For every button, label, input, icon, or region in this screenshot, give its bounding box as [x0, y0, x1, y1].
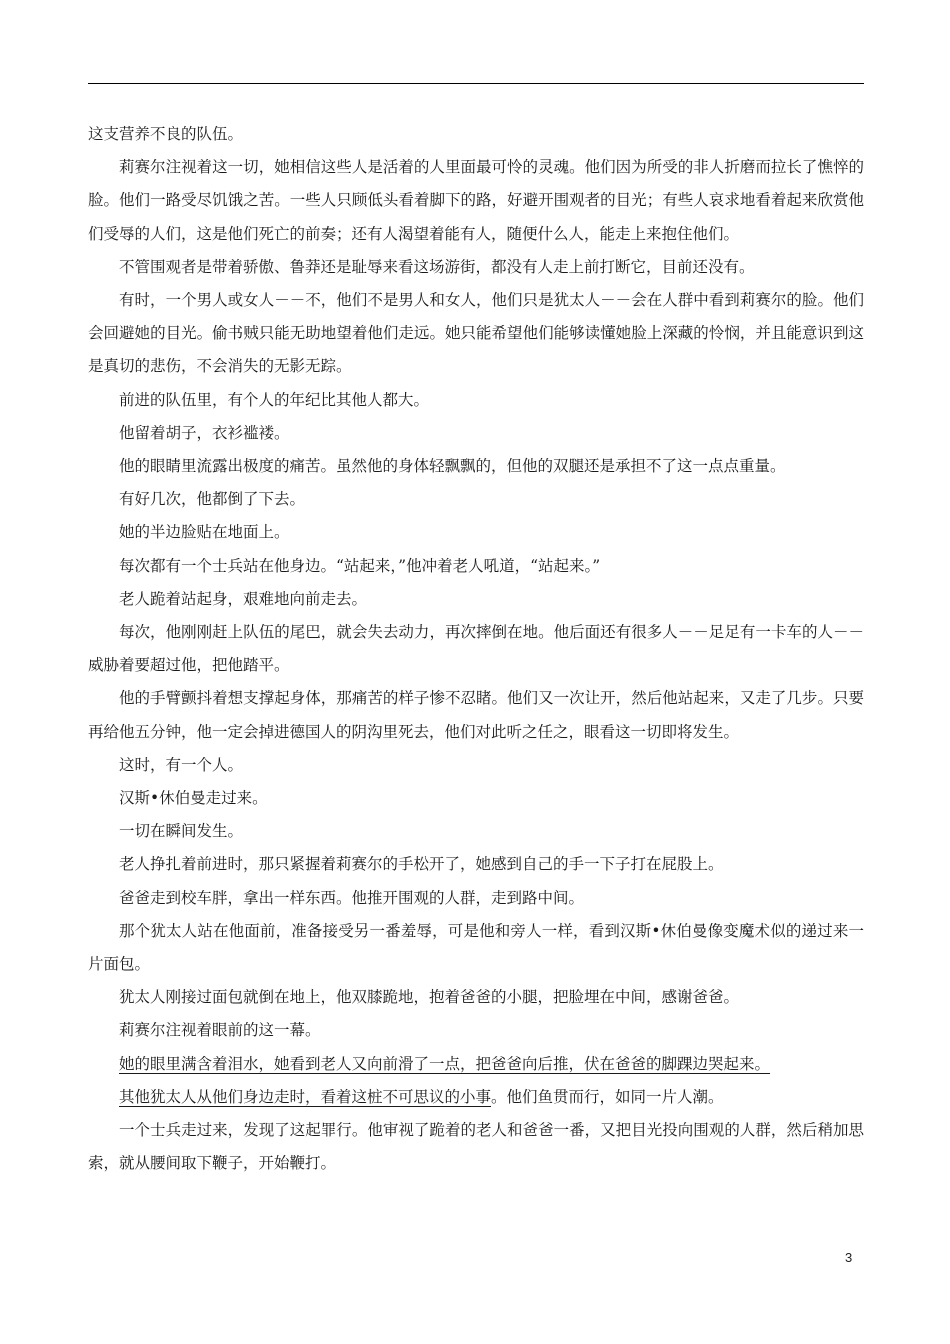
paragraph: 每次都有一个士兵站在他身边。“站起来，”他冲着老人吼道，“站起来。” [119, 556, 601, 575]
paragraph: 那个犹太人站在他面前，准备接受另一番羞辱，可是他和旁人一样，看到汉斯•休伯曼像变魔术似的递过来一片面包。 [88, 921, 864, 974]
paragraph-partially-underlined [88, 1081, 864, 1114]
paragraph: 这支营养不良的队伍。 [88, 125, 244, 143]
underlined-phrase: 其他犹太人从他们身边走时，看着这桩不可思议的小事 [119, 1087, 492, 1106]
paragraph: 有时，一个男人或女人－－不，他们不是男人和女人，他们只是犹太人－－会在人群中看到莉赛尔的脸。他们会回避她的目光。偷书贼只能无助地望着他们走远。她只能希望他们能够读懂她脸上深藏的怜悯，并且能意识到这是真切的悲伤，不会消失的无影无踪。 [88, 291, 864, 376]
paragraph: 这时，有一个人。 [119, 755, 244, 774]
header-rule [88, 83, 864, 84]
paragraph: 汉斯•休伯曼走过来。 [119, 789, 268, 808]
paragraph: 有好几次，他都倒了下去。 [119, 490, 306, 509]
paragraph: 他留着胡子，衣衫褴褛。 [119, 423, 290, 442]
page-number: 3 [845, 1250, 853, 1265]
paragraph: 莉赛尔注视着眼前的这一幕。 [119, 1021, 321, 1040]
paragraph: 她的半边脸贴在地面上。 [119, 523, 290, 542]
paragraph: 爸爸走到校车胖，拿出一样东西。他推开围观的人群，走到路中间。 [119, 888, 585, 907]
paragraph: 他的眼睛里流露出极度的痛苦。虽然他的身体轻飘飘的，但他的双腿还是承担不了这一点点重量。 [119, 457, 786, 476]
paragraph: 老人挣扎着前进时，那只紧握着莉赛尔的手松开了，她感到自己的手一下子打在屁股上。 [119, 855, 724, 874]
paragraph: 老人跪着站起身，艰难地向前走去。 [119, 589, 368, 608]
paragraph: 一切在瞬间发生。 [119, 822, 244, 841]
paragraph: 他的手臂颤抖着想支撑起身体，那痛苦的样子惨不忍睹。他们又一次让开，然后他站起来，又走了几步。只要再给他五分钟，他一定会掉进德国人的阴沟里死去，他们对此听之任之，眼看这一切即将发生。 [88, 689, 864, 741]
paragraph: 犹太人刚接过面包就倒在地上，他双膝跪地，抱着爸爸的小腿，把脸埋在中间，感谢爸爸。 [119, 988, 740, 1007]
paragraph: 莉赛尔注视着这一切，她相信这些人是活着的人里面最可怜的灵魂。他们因为所受的非人折磨而拉长了憔悴的脸。他们一路受尽饥饿之苦。一些人只顾低头看着脚下的路，好避开围观者的目光；有些人哀求地看着起来欣赏他们受辱的人们，这是他们死亡的前奏；还有人渴望着能有人，随便什么人，能走上来抱住他们。 [88, 158, 864, 243]
paragraph: 每次，他刚刚赶上队伍的尾巴，就会失去动力，再次摔倒在地。他后面还有很多人－－足足有一卡车的人－－威胁着要超过他，把他踏平。 [88, 623, 864, 675]
document-body [88, 118, 864, 1181]
underlined-paragraph: 她的眼里满含着泪水，她看到老人又向前滑了一点，把爸爸向后推，伏在爸爸的脚踝边哭起来。 [119, 1054, 771, 1073]
paragraph: 前进的队伍里，有个人的年纪比其他人都大。 [119, 390, 430, 409]
paragraph: 不管围观者是带着骄傲、鲁莽还是耻辱来看这场游街，都没有人走上前打断它，目前还没有。 [119, 257, 755, 276]
paragraph-remainder: 。他们鱼贯而行，如同一片人潮。 [491, 1087, 724, 1106]
paragraph: 一个士兵走过来，发现了这起罪行。他审视了跪着的老人和爸爸一番，又把目光投向围观的人群，然后稍加思索，就从腰间取下鞭子，开始鞭打。 [88, 1121, 864, 1173]
